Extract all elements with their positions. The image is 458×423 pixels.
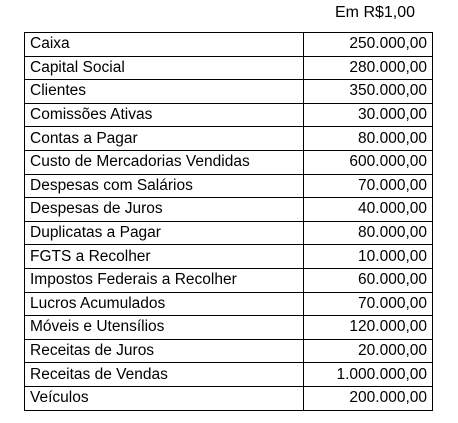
account-name-cell: Veículos bbox=[25, 386, 304, 410]
account-name-cell: Receitas de Juros bbox=[25, 339, 304, 363]
account-value-cell: 350.000,00 bbox=[304, 80, 433, 104]
account-name-cell: Móveis e Utensílios bbox=[25, 316, 304, 340]
table-row bbox=[25, 56, 433, 80]
account-value-cell: 40.000,00 bbox=[304, 198, 433, 222]
table-row bbox=[25, 174, 433, 198]
table-row bbox=[25, 363, 433, 387]
account-name-cell: Despesas de Juros bbox=[25, 198, 304, 222]
account-name-cell: Caixa bbox=[25, 33, 304, 57]
account-value-cell: 60.000,00 bbox=[304, 268, 433, 292]
account-value-cell: 80.000,00 bbox=[304, 221, 433, 245]
account-value-cell: 280.000,00 bbox=[304, 56, 433, 80]
account-name-cell: FGTS a Recolher bbox=[25, 245, 304, 269]
table-row bbox=[25, 268, 433, 292]
table-row bbox=[25, 221, 433, 245]
account-value-cell: 70.000,00 bbox=[304, 174, 433, 198]
account-value-cell: 200.000,00 bbox=[304, 386, 433, 410]
account-name-cell: Receitas de Vendas bbox=[25, 363, 304, 387]
account-name-cell: Comissões Ativas bbox=[25, 103, 304, 127]
accounts-table-body bbox=[25, 33, 433, 411]
account-name-cell: Impostos Federais a Recolher bbox=[25, 268, 304, 292]
table-row bbox=[25, 386, 433, 410]
table-row bbox=[25, 292, 433, 316]
account-value-cell: 250.000,00 bbox=[304, 33, 433, 57]
table-row bbox=[25, 33, 433, 57]
account-value-cell: 70.000,00 bbox=[304, 292, 433, 316]
account-value-cell: 1.000.000,00 bbox=[304, 363, 433, 387]
table-row bbox=[25, 316, 433, 340]
table-row bbox=[25, 80, 433, 104]
account-value-cell: 20.000,00 bbox=[304, 339, 433, 363]
table-row bbox=[25, 103, 433, 127]
account-value-cell: 120.000,00 bbox=[304, 316, 433, 340]
table-row bbox=[25, 339, 433, 363]
account-name-cell: Duplicatas a Pagar bbox=[25, 221, 304, 245]
table-row bbox=[25, 198, 433, 222]
table-row bbox=[25, 245, 433, 269]
table-row bbox=[25, 150, 433, 174]
account-value-cell: 80.000,00 bbox=[304, 127, 433, 151]
account-name-cell: Contas a Pagar bbox=[25, 127, 304, 151]
account-value-cell: 10.000,00 bbox=[304, 245, 433, 269]
account-name-cell: Custo de Mercadorias Vendidas bbox=[25, 150, 304, 174]
accounts-table bbox=[24, 32, 433, 411]
account-value-cell: 600.000,00 bbox=[304, 150, 433, 174]
account-name-cell: Capital Social bbox=[25, 56, 304, 80]
account-value-cell: 30.000,00 bbox=[304, 103, 433, 127]
account-name-cell: Despesas com Salários bbox=[25, 174, 304, 198]
account-name-cell: Lucros Acumulados bbox=[25, 292, 304, 316]
currency-unit-caption: Em R$1,00 bbox=[335, 4, 416, 21]
account-name-cell: Clientes bbox=[25, 80, 304, 104]
table-row bbox=[25, 127, 433, 151]
